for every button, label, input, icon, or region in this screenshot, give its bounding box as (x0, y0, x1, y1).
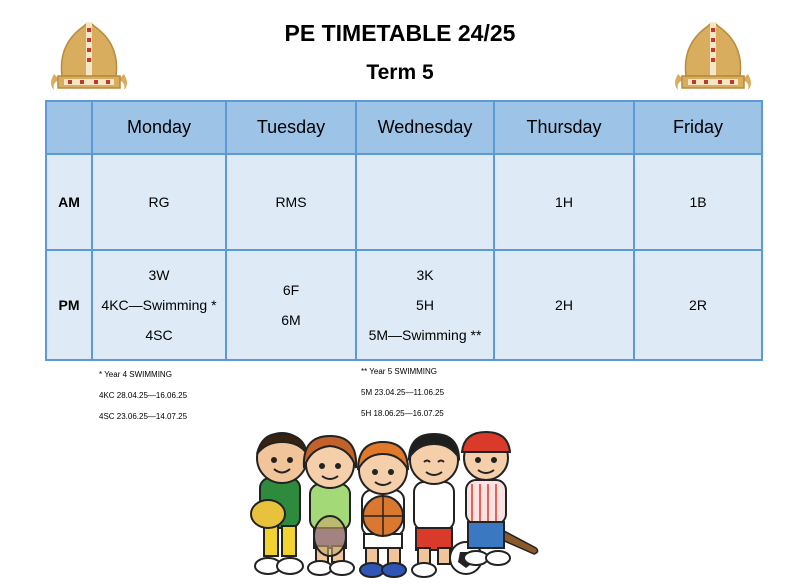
class-group: 2R (689, 297, 707, 313)
swimming-notes-year5 (361, 361, 444, 424)
lesson-cell (92, 250, 226, 360)
note-line: 4KC 28.04.25—16.06.25 (99, 391, 188, 400)
lesson-cell (226, 250, 356, 360)
class-group: 2H (555, 297, 573, 313)
child-figure (251, 433, 307, 574)
lesson-cell (494, 154, 634, 250)
lesson-cell (356, 154, 494, 250)
lesson-cell (226, 154, 356, 250)
day-header: Tuesday (226, 101, 356, 154)
note-line: ** Year 5 SWIMMING (361, 367, 438, 376)
class-group: 5H (416, 297, 434, 313)
class-group: 4SC (145, 327, 173, 343)
note-line: 5H 18.06.25—16.07.25 (361, 409, 444, 418)
class-group: 1H (555, 194, 573, 210)
class-group: RMS (275, 194, 307, 210)
day-header: Friday (634, 101, 762, 154)
lesson-cell (634, 250, 762, 360)
day-header: Wednesday (356, 101, 494, 154)
class-group: 6F (282, 282, 300, 298)
note-line: 4SC 23.06.25—14.07.25 (99, 412, 188, 421)
note-line: 5M 23.04.25—11.06.25 (361, 388, 445, 397)
page-title: PE TIMETABLE 24/25 (284, 20, 516, 46)
lesson-cell (356, 250, 494, 360)
class-group: 3W (148, 267, 170, 283)
timetable (45, 100, 763, 361)
note-line: * Year 4 SWIMMING (99, 370, 172, 379)
child-figure (462, 432, 510, 565)
class-group: RG (148, 194, 170, 210)
timetable-header-row (46, 101, 762, 154)
period-label: AM (46, 154, 92, 250)
class-group: 6M (281, 312, 301, 328)
table-row (46, 154, 762, 250)
class-group: 1B (689, 194, 707, 210)
child-figure (304, 436, 356, 575)
class-group: 4KC—Swimming * (101, 297, 217, 313)
corner-cell (46, 101, 92, 154)
lesson-cell (92, 154, 226, 250)
lesson-cell (494, 250, 634, 360)
class-group: 3K (416, 267, 434, 283)
day-header: Thursday (494, 101, 634, 154)
children-sports-illustration (244, 428, 544, 580)
swimming-notes-year4 (99, 364, 187, 427)
day-header: Monday (92, 101, 226, 154)
class-group: 5M—Swimming ** (368, 327, 482, 343)
period-label: PM (46, 250, 92, 360)
page-subtitle: Term 5 (366, 61, 434, 84)
table-row (46, 250, 762, 360)
child-figure (358, 442, 408, 577)
lesson-cell (634, 154, 762, 250)
